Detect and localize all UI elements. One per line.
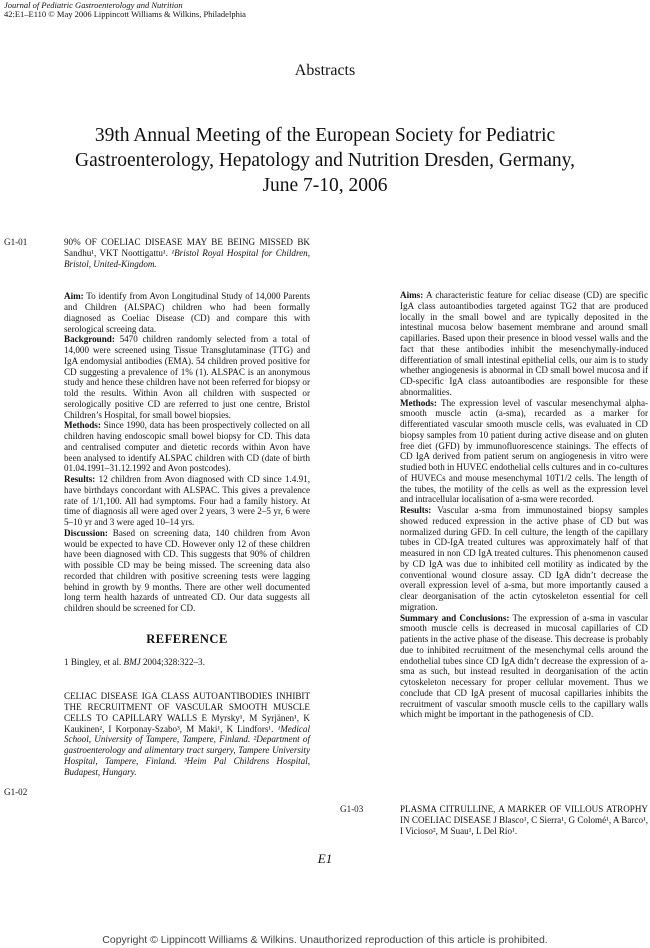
abstract1-title: 90% OF COELIAC DISEASE MAY BE BEING MISSED	[64, 237, 293, 247]
abstract3-block	[400, 804, 648, 836]
abstract1-authors: BK Sandhu¹, VKT Noottigattu¹.	[64, 237, 310, 258]
abstract2-results: Results: Vascular a-sma from immunostained biopsy samples showed reduced expression in the active phase of CD but was normalized during GFD. In cell culture, the length of the capillary tubes in CD-IgA treated cultures was approximately half of that measured in non CD IgA treated cultures. This phenomenon caused by CD IgA was due to inhibited cell motility as indicated by the conventional wound closure assay. CD IgA didn’t decrease the overall expression level of a-sma, but more importantly caused a clear deorganisation of the actin cytoskeleton essential for cell migration.	[400, 505, 648, 612]
left-column	[64, 237, 310, 777]
meeting-title: 39th Annual Meeting of the European Society for Pediatric Gastroenterology, Hepatology and Nutrition Dresden, Germany, June 7-10, 2006	[74, 125, 575, 196]
reference-heading: REFERENCE	[146, 631, 228, 646]
abstract1-discussion: Discussion: Based on screening data, 140 children from Avon would be expected to have CD. However only 12 of these children have been diagnosed with CD. This suggests that 90% of children with possible CD may be being missed. The screening data also recorded that children with positive screening tests were lagging behind in growth by 9 months. There are other well documented long term health hazards of untreated CD. Our data suggests all children should be screened for CD.	[64, 527, 310, 613]
abstract-id-g1-01: G1-01	[4, 237, 28, 247]
abstract2-heading	[64, 691, 310, 777]
abstract-id-g1-02: G1-02	[4, 787, 28, 797]
abstract3-authors: J Blasco¹, C Sierra¹, G Colomé¹, A Barco¹, I Vicioso², M Suau¹, L Del Río¹.	[400, 814, 648, 836]
abstract1-aim: Aim: To identify from Avon Longitudinal Study of 14,000 Parents and Children (ALSPAC) children who had been formally diagnosed as Coeliac Disease (CD) and compare this with serological screeing data.	[64, 291, 311, 334]
abstract1-methods: Methods: Since 1990, data has been prospectively collected on all children having endoscopic small bowel biopsy for CD. This data and centralised computer and dietetic records within Avon have been analysed to identify ALSPAC children with CD (date of birth 01.04.1991–31.12.1992 and Avon postcodes).	[64, 420, 310, 474]
journal-header	[4, 1, 246, 19]
page-number: E1	[317, 851, 333, 866]
abstract1-affiliation: ¹Bristol Royal Hospital for Children, Bristol, United-Kingdom.	[64, 247, 310, 269]
copyright-footer: Copyright © Lippincott Williams & Wilkins. Unauthorized reproduction of this article is prohibited.	[102, 934, 548, 946]
abstract1-heading	[64, 237, 310, 269]
abstract2-title: CELIAC DISEASE IGA CLASS AUTOANTIBODIES INHIBIT THE RECRUITMENT OF VASCULAR SMOOTH MUSCLE CELLS TO CAPILLARY WALLS	[64, 691, 310, 723]
reference-item: 1 Bingley, et al. BMJ 2004;328:322–3.	[64, 656, 205, 667]
abstract-id-g1-03: G1-03	[340, 804, 364, 814]
abstract1-results: Results: 12 children from Avon diagnosed with CD since 1.4.91, have birthdays concordant with ALSPAC. This gives a prevalence rate of 1/1,100. All had symptoms. Four had a family history. At time of diagnosis all were aged over 2 years, 3 were 2–5 yr, 6 were 5–10 yr and 3 were aged 10–14 yrs.	[64, 474, 310, 527]
abstract2-authors: E Myrsky¹, M Syrjänen¹, K Kaukinen², I Korponay-Szabo³, M Maki¹, K Lindfors¹.	[64, 712, 310, 734]
abstract3-heading	[400, 804, 648, 836]
abstract2-affiliation: ¹Medical School, University of Tampere, Tampere, Finland. ²Department of gastroenterology and alimentary tract surgery, Tampere University Hospital, Tampere, Finland. ³Heim Pal Childrens Hospital, Budapest, Hungary.	[64, 723, 310, 777]
abstract2-summary: Summary and Conclusions: The expression of a-sma in vascular smooth muscle cells is decreased in mucosal capillaries of CD patients in the active phase of the disease. This decrease is probably due to inhibited recruitment of the mesenchymal cells around the endothelial tubes since CD IgA didn’t decrease the expression of a-sma as such, but instead resulted in deorganisation of the actin cytoskeleton necessary for proper cellular movement. Thus we conclude that CD IgA present of mucosal capillaries inhibits the recruitment of vascular smooth muscle cells to the capillary walls which might be important in the pathogenesis of CD.	[400, 612, 649, 720]
abstract2-aims: Aims: A characteristic feature for celiac disease (CD) are specific IgA class autoantibodies targeted against TG2 that are produced locally in the small bowel and are typically deposited in the intestinal mucosa below basement membrane and around small capillaries. Based upon their presence in blood vessel walls and the fact that these antibodies inhibit the mesenchymally-induced differentiation of small intestinal epithelial cells, our aim is to study whether angiogenesis is abnormal in CD small bowel mucosa and if CD-specific IgA class autoantibodies are responsible for these abnormalities.	[400, 290, 648, 397]
section-title: Abstracts	[294, 62, 356, 79]
journal-info: 42:E1–E110 © May 2006 Lippincott Williams & Wilkins, Philadelphia	[4, 9, 246, 19]
right-column	[400, 290, 648, 720]
abstract2-methods: Methods: The expression level of vascular mesenchymal alpha-smooth muscle actin (a-sma), recarded as a marker for differentiated vascular smooth muscle cells, was evaluated in CD biopsy samples from 10 patient during active disease and on gluten free diet (GFD) by immunofluorescence stainings. The effects of CD IgA derived from patient serum on angiogenesis in vitro were studied both in HUVEC endothelial cells cultures and in co-cultures of HUVECs and mouse mesenchymal 10T1/2 cells. The length of the tubes, the motility of the cells as well as the expression level and intracellular localisation of a-sma were recorded.	[400, 397, 649, 505]
abstract3-title: PLASMA CITRULLINE, A MARKER OF VILLOUS ATROPHY IN COELIAC DISEASE	[400, 804, 648, 825]
abstract1-background: Background: 5470 children randomly selected from a total of 14,000 were screened using Tissue Transglutaminase (TTG) and IgA endomysial antibodies (EMA). 54 children proved positive for CD suggesting a prevalence of 1% (1). ALSPAC is an anonymous study and hence these children have not been referred for biopsy or told the results. Within Avon all children with suspected or serologically positive CD are referred to just one centre, Bristol Children’s Hospital, for small bowel biopsies.	[64, 334, 311, 420]
journal-name: Journal of Pediatric Gastroenterology and Nutrition	[4, 0, 183, 10]
